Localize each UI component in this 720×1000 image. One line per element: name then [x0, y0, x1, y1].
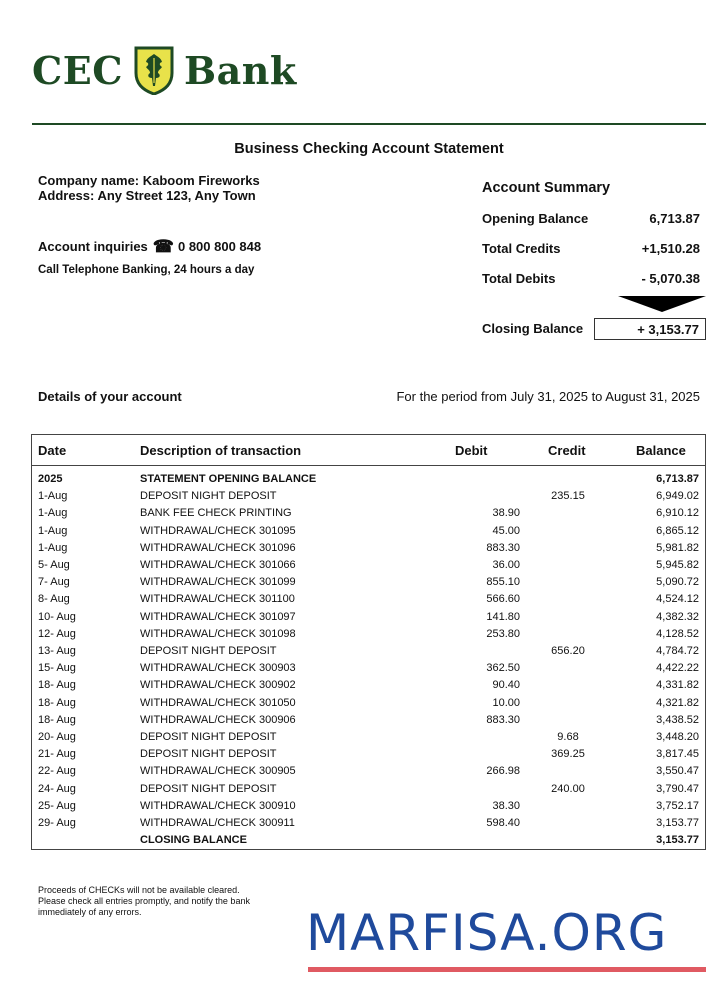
- oak-leaf-shield-icon: [133, 45, 175, 95]
- telephone-banking-note: Call Telephone Banking, 24 hours a day: [38, 264, 255, 276]
- table-row: [32, 763, 705, 780]
- table-row: [32, 832, 705, 849]
- cell-credit: 9.68: [557, 731, 579, 743]
- cell-date: 1-Aug: [38, 524, 68, 537]
- account-details-label: Details of your account: [38, 389, 182, 404]
- header-credit: Credit: [548, 443, 586, 458]
- closing-balance-label: Closing Balance: [482, 321, 584, 336]
- cell-date: 8- Aug: [38, 593, 70, 606]
- opening-balance-value: 6,713.87: [649, 211, 700, 226]
- cell-balance: 3,438.52: [656, 713, 699, 726]
- bank-name-left: CEC: [32, 47, 123, 93]
- table-row: [32, 591, 705, 608]
- header-date: Date: [38, 443, 67, 458]
- cell-balance: 4,422.22: [656, 662, 699, 675]
- cell-date: 1-Aug: [38, 541, 68, 554]
- table-row: [32, 695, 705, 712]
- bank-logo: [32, 44, 297, 96]
- cell-balance: 4,321.82: [656, 696, 699, 709]
- cell-debit: 883.30: [486, 541, 520, 554]
- cell-balance: 5,981.82: [656, 541, 699, 554]
- cell-balance: 5,090.72: [656, 576, 699, 589]
- cell-balance: 3,752.17: [656, 799, 699, 812]
- cell-description: WITHDRAWAL/CHECK 300906: [140, 713, 296, 726]
- cell-debit: 855.10: [486, 576, 520, 589]
- cell-date: 13- Aug: [38, 645, 76, 657]
- cell-balance: 3,790.47: [656, 782, 699, 795]
- table-row: [32, 557, 705, 574]
- cell-balance: 5,945.82: [656, 559, 699, 571]
- total-debits-label: Total Debits: [482, 271, 556, 286]
- table-row: [32, 488, 705, 505]
- cell-description: BANK FEE CHECK PRINTING: [140, 507, 292, 520]
- cell-date: 1-Aug: [38, 507, 68, 520]
- cell-debit: 45.00: [492, 524, 520, 537]
- statement-period: For the period from July 31, 2025 to August 31, 2025: [396, 389, 700, 404]
- bank-name-right: Bank: [183, 47, 297, 93]
- cell-balance: 6,910.12: [656, 507, 699, 520]
- cell-description: WITHDRAWAL/CHECK 300905: [140, 765, 296, 778]
- cell-description: WITHDRAWAL/CHECK 301066: [140, 559, 296, 571]
- cell-date: 29- Aug: [38, 817, 76, 829]
- cell-date: 24- Aug: [38, 782, 76, 795]
- cell-balance: 4,382.32: [656, 610, 699, 623]
- table-header: [32, 435, 705, 466]
- cell-description: WITHDRAWAL/CHECK 301100: [140, 593, 295, 606]
- cell-description: WITHDRAWAL/CHECK 300910: [140, 799, 296, 812]
- summary-title: Account Summary: [482, 180, 611, 196]
- cell-description: DEPOSIT NIGHT DEPOSIT: [140, 645, 277, 657]
- cell-debit: 90.40: [492, 679, 520, 692]
- table-row: [32, 626, 705, 643]
- total-credits-label: Total Credits: [482, 241, 561, 256]
- cell-debit: 38.90: [492, 507, 520, 520]
- table-row: [32, 643, 705, 660]
- cell-debit: 141.80: [486, 610, 520, 623]
- table-row: [32, 712, 705, 729]
- cell-balance: 3,153.77: [656, 834, 699, 847]
- cell-balance: 3,817.45: [656, 748, 699, 761]
- cell-date: 12- Aug: [38, 627, 76, 640]
- table-row: [32, 523, 705, 540]
- table-row: [32, 505, 705, 522]
- cell-description: WITHDRAWAL/CHECK 300911: [140, 817, 295, 829]
- cell-balance: 4,331.82: [656, 679, 699, 692]
- table-row: [32, 660, 705, 677]
- down-arrow-icon: [618, 296, 706, 312]
- cell-date: 18- Aug: [38, 679, 76, 692]
- opening-balance-label: Opening Balance: [482, 211, 589, 226]
- table-row: [32, 729, 705, 746]
- transactions-table: [31, 434, 706, 850]
- cell-balance: 6,949.02: [656, 490, 699, 503]
- cell-description: WITHDRAWAL/CHECK 301099: [140, 576, 296, 589]
- closing-balance-value: + 3,153.77: [594, 318, 706, 340]
- inquiries-phone: 0 800 800 848: [177, 239, 262, 254]
- cell-description: DEPOSIT NIGHT DEPOSIT: [140, 490, 277, 503]
- table-row: [32, 746, 705, 763]
- table-row: [32, 815, 705, 832]
- cell-date: 21- Aug: [38, 748, 76, 761]
- cell-debit: 38.30: [492, 799, 520, 812]
- inquiries-label: Account inquiries: [38, 239, 148, 254]
- cell-credit: 369.25: [551, 748, 585, 761]
- cell-date: 2025: [38, 473, 63, 485]
- table-row: [32, 609, 705, 626]
- cell-date: 25- Aug: [38, 799, 76, 812]
- company-info: [38, 173, 260, 203]
- cell-balance: 3,448.20: [656, 731, 699, 743]
- header-balance: Balance: [636, 443, 686, 458]
- cell-date: 5- Aug: [38, 559, 70, 571]
- table-row: [32, 798, 705, 815]
- cell-date: 7- Aug: [38, 576, 70, 589]
- cell-balance: 3,550.47: [656, 765, 699, 778]
- cell-debit: 566.60: [486, 593, 520, 606]
- cell-description: CLOSING BALANCE: [140, 834, 247, 847]
- cell-debit: 266.98: [486, 765, 520, 778]
- cell-date: 10- Aug: [38, 610, 76, 623]
- account-inquiries: [38, 238, 261, 255]
- cell-debit: 362.50: [486, 662, 520, 675]
- table-row: [32, 540, 705, 557]
- cell-credit: 656.20: [551, 645, 585, 657]
- cell-balance: 4,524.12: [656, 593, 699, 606]
- table-row: [32, 677, 705, 694]
- cell-debit: 10.00: [492, 696, 520, 709]
- cell-debit: 883.30: [486, 713, 520, 726]
- header-divider: [32, 123, 706, 125]
- total-credits-value: +1,510.28: [641, 241, 700, 256]
- cell-credit: 235.15: [551, 490, 585, 503]
- cell-date: 15- Aug: [38, 662, 76, 675]
- cell-balance: 3,153.77: [656, 817, 699, 829]
- table-row: [32, 471, 705, 488]
- total-debits-value: - 5,070.38: [641, 271, 700, 286]
- header-description: Description of transaction: [140, 443, 302, 458]
- header-debit: Debit: [455, 443, 488, 458]
- telephone-icon: ☎: [152, 237, 174, 256]
- statement-title: Business Checking Account Statement: [234, 141, 504, 157]
- cell-debit: 36.00: [492, 559, 520, 571]
- watermark-text: MARFISA.ORG: [306, 904, 668, 962]
- table-row: [32, 781, 705, 798]
- cell-description: WITHDRAWAL/CHECK 301096: [140, 541, 296, 554]
- cell-description: WITHDRAWAL/CHECK 300903: [140, 662, 296, 675]
- cell-description: WITHDRAWAL/CHECK 300902: [140, 679, 296, 692]
- cell-balance: 4,784.72: [656, 645, 699, 657]
- account-summary: [482, 180, 706, 337]
- cell-description: WITHDRAWAL/CHECK 301098: [140, 627, 296, 640]
- cell-balance: 6,713.87: [656, 473, 699, 485]
- cell-date: 18- Aug: [38, 696, 76, 709]
- cell-credit: 240.00: [551, 782, 585, 795]
- company-name: Company name: Kaboom Fireworks: [38, 173, 260, 188]
- cell-description: DEPOSIT NIGHT DEPOSIT: [140, 748, 277, 761]
- cell-date: 22- Aug: [38, 765, 76, 778]
- watermark-underline: [308, 967, 706, 972]
- cell-balance: 6,865.12: [656, 524, 699, 537]
- company-address: Address: Any Street 123, Any Town: [38, 188, 256, 203]
- cell-description: WITHDRAWAL/CHECK 301097: [140, 610, 296, 623]
- cell-debit: 598.40: [486, 817, 520, 829]
- cell-description: DEPOSIT NIGHT DEPOSIT: [140, 731, 277, 743]
- cell-date: 1-Aug: [38, 490, 68, 503]
- cell-description: DEPOSIT NIGHT DEPOSIT: [140, 782, 277, 795]
- cell-description: WITHDRAWAL/CHECK 301050: [140, 696, 296, 709]
- cell-description: WITHDRAWAL/CHECK 301095: [140, 524, 296, 537]
- footnote: Proceeds of CHECKs will not be available cleared. Please check all entries promptly, and notify the bank immediately of any errors.: [38, 885, 250, 917]
- cell-description: STATEMENT OPENING BALANCE: [140, 473, 317, 485]
- cell-date: 20- Aug: [38, 731, 76, 743]
- cell-balance: 4,128.52: [656, 627, 699, 640]
- cell-date: 18- Aug: [38, 713, 76, 726]
- cell-debit: 253.80: [486, 627, 520, 640]
- table-row: [32, 574, 705, 591]
